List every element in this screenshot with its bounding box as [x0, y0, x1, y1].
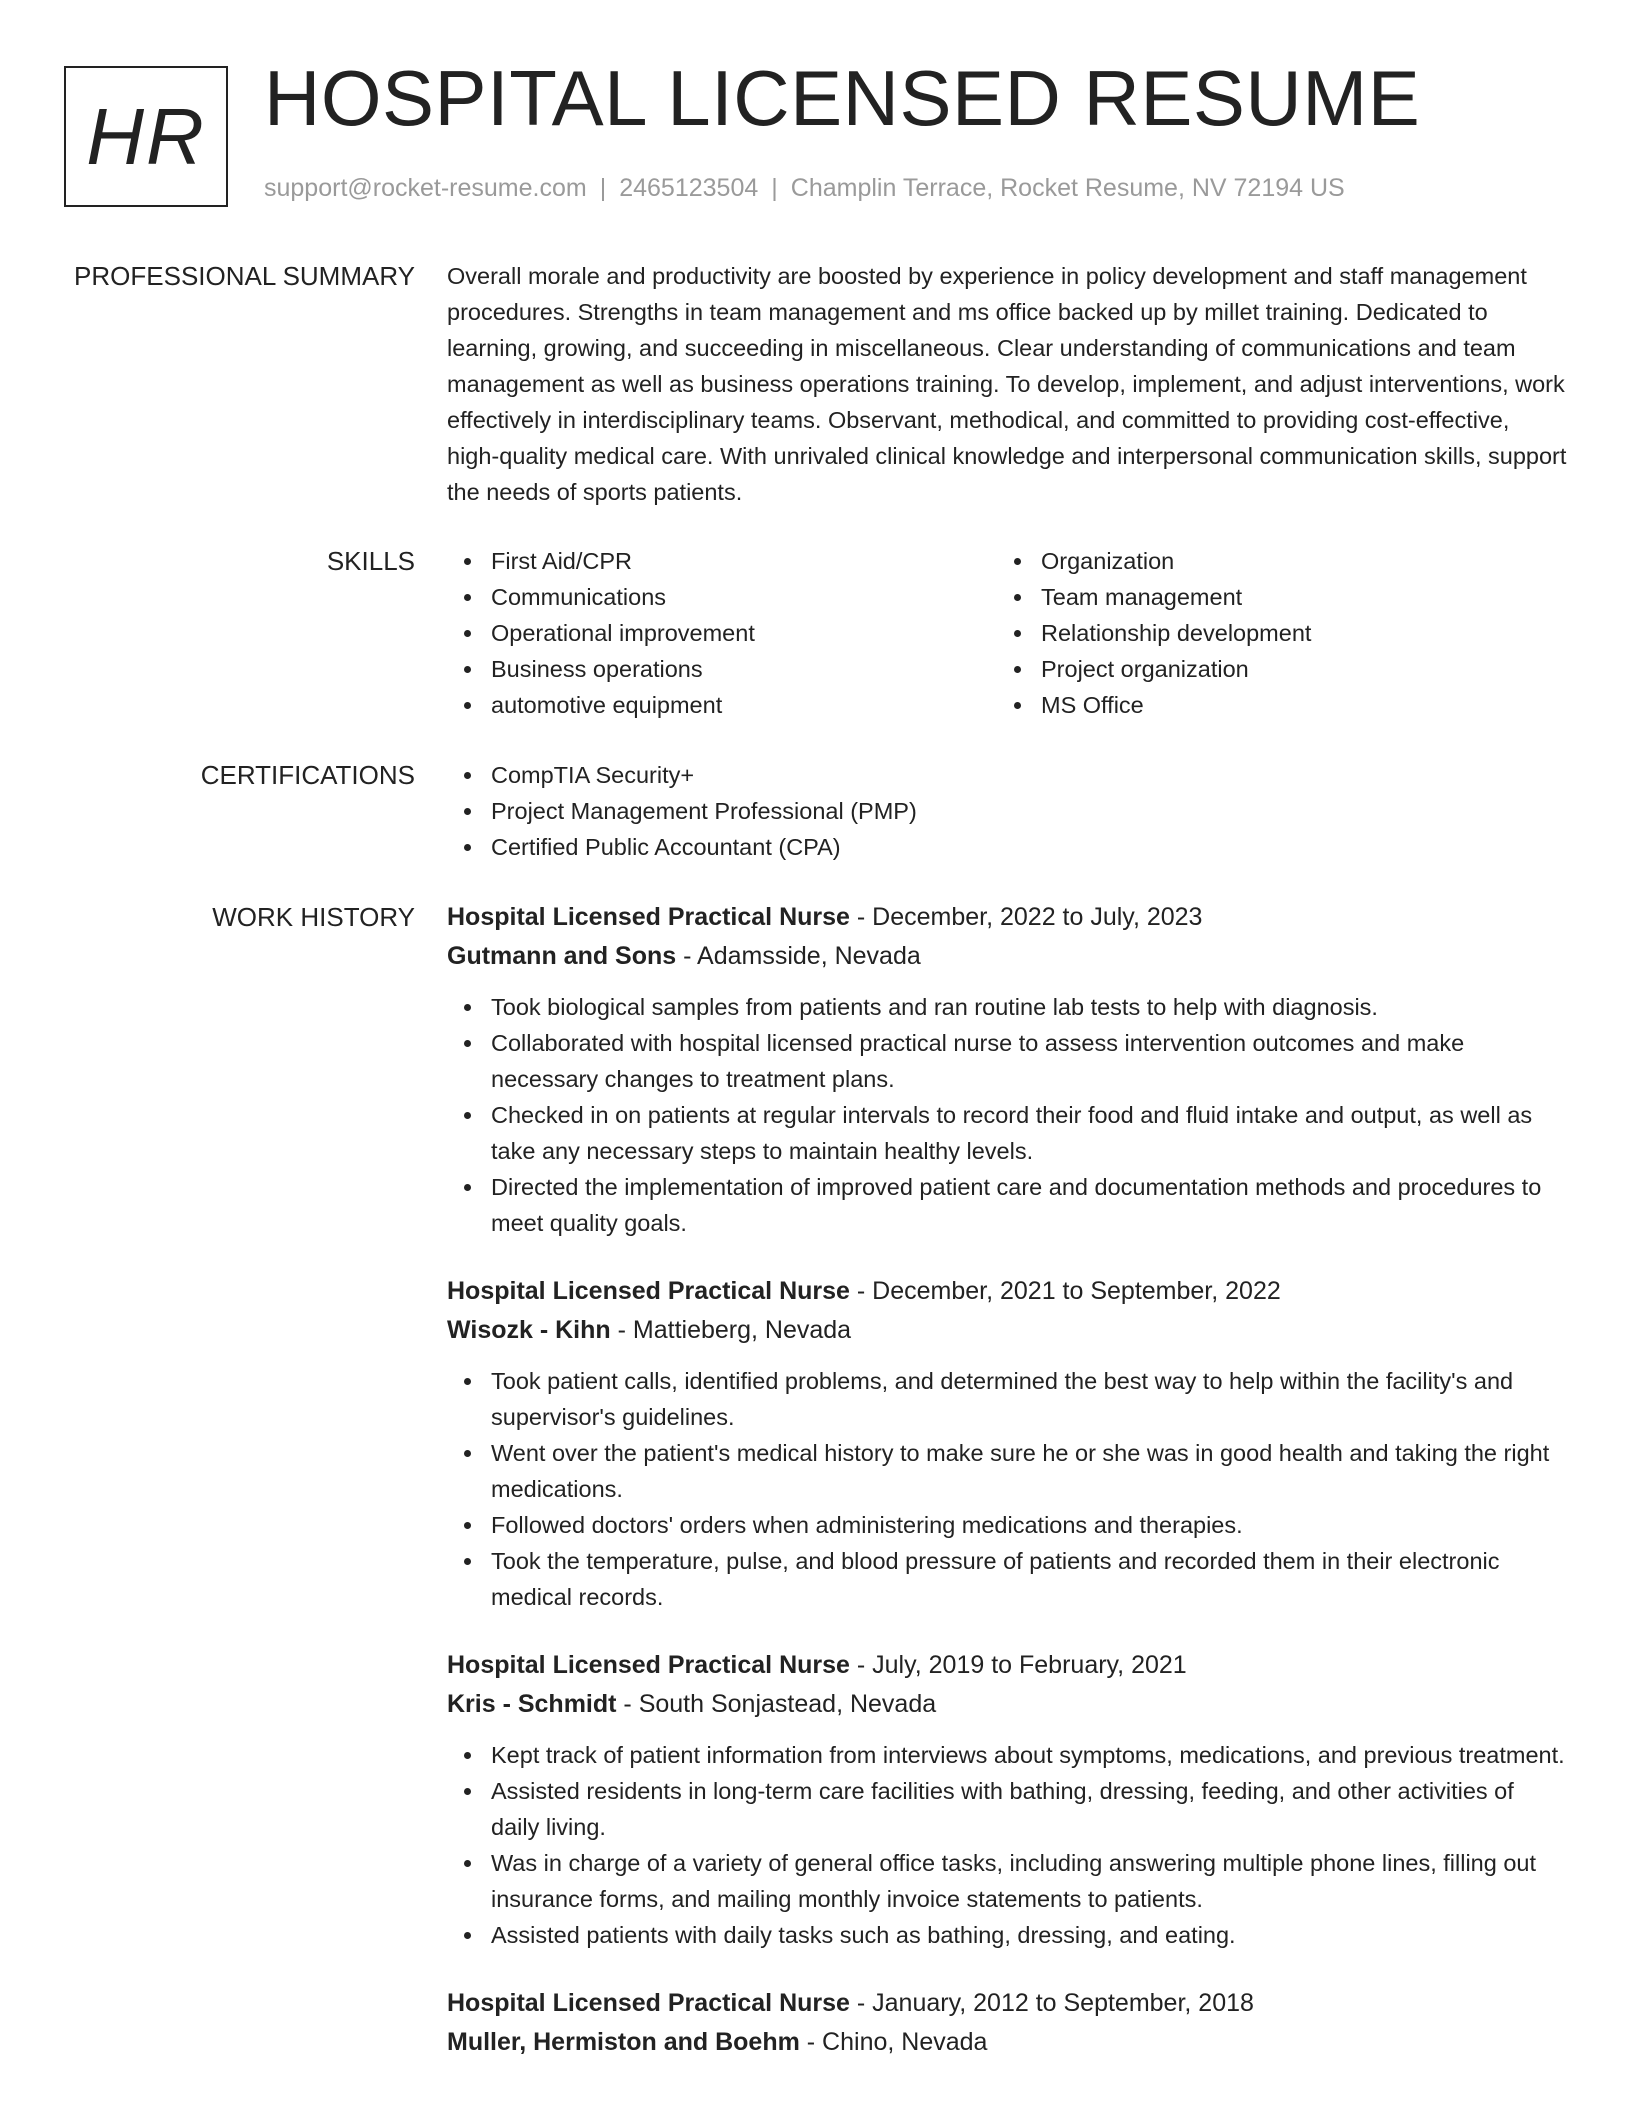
job-duty: Directed the implementation of improved patient care and documentation methods and procedures to meet quality goals.	[447, 1169, 1567, 1241]
job-location: - Adamsside, Nevada	[676, 942, 921, 970]
job-duty: Took patient calls, identified problems, and determined the best way to help within the facility's and supervisor's guidelines.	[447, 1363, 1567, 1435]
certification-item: Project Management Professional (PMP)	[447, 793, 1567, 829]
skill-item: Relationship development	[997, 615, 1547, 651]
skill-item: MS Office	[997, 687, 1547, 723]
job-duties	[447, 989, 1567, 1241]
job-title: Hospital Licensed Practical Nurse	[447, 1277, 850, 1305]
job-duty: Assisted residents in long-term care facilities with bathing, dressing, feeding, and other activities of daily living.	[447, 1773, 1567, 1845]
job-dates: - July, 2019 to February, 2021	[849, 1651, 1187, 1679]
job-header	[447, 1645, 1567, 1685]
job-company-line	[447, 937, 1567, 975]
job-header	[447, 1271, 1567, 1311]
contact-line	[264, 174, 1345, 203]
job-duties	[447, 1737, 1567, 1953]
skills-list-left	[447, 543, 997, 723]
summary-text: Overall morale and productivity are boosted by experience in policy development and staff management procedures. Strengths in team management and ms office backed up by millet training. Dedicated to learning, growing, and succeeding in miscellaneous. Clear understanding of communications and team management as well as business operations training. To develop, implement, and adjust interventions, work effectively in interdisciplinary teams. Observant, methodical, and committed to providing cost-effective, high-quality medical care. With unrivaled clinical knowledge and interpersonal communication skills, support the needs of sports patients.	[447, 263, 1567, 505]
job-company: Gutmann and Sons	[447, 942, 677, 970]
job-company: Wisozk - Kihn	[447, 1316, 611, 1344]
skill-item: Project organization	[997, 651, 1547, 687]
section-certifications	[447, 757, 1567, 865]
job-company: Muller, Hermiston and Boehm	[447, 2028, 800, 2056]
job-duty: Checked in on patients at regular intervals to record their food and fluid intake and output, as well as take any necessary steps to maintain healthy levels.	[447, 1097, 1567, 1169]
job-duty: Assisted patients with daily tasks such as bathing, dressing, and eating.	[447, 1917, 1567, 1953]
job-company-line	[447, 2023, 1567, 2061]
job-duties	[447, 1363, 1567, 1615]
job-entry	[447, 1983, 1567, 2061]
certification-item: Certified Public Accountant (CPA)	[447, 829, 1567, 865]
contact-email[interactable]: support@rocket-resume.com	[264, 174, 587, 202]
skill-item: automotive equipment	[447, 687, 997, 723]
job-title: Hospital Licensed Practical Nurse	[447, 1989, 850, 2017]
skill-item: Team management	[997, 579, 1547, 615]
job-header	[447, 1983, 1567, 2023]
job-duty: Collaborated with hospital licensed practical nurse to assess intervention outcomes and make necessary changes to treatment plans.	[447, 1025, 1567, 1097]
section-work-history	[447, 897, 1567, 2091]
job-dates: - December, 2022 to July, 2023	[849, 903, 1203, 931]
skill-item: Operational improvement	[447, 615, 997, 651]
skill-item: Communications	[447, 579, 997, 615]
job-company: Kris - Schmidt	[447, 1690, 617, 1718]
job-dates: - December, 2021 to September, 2022	[849, 1277, 1281, 1305]
job-duty: Was in charge of a variety of general office tasks, including answering multiple phone lines, filling out insurance forms, and mailing monthly invoice statements to patients.	[447, 1845, 1567, 1917]
certification-item: CompTIA Security+	[447, 757, 1567, 793]
certifications-list	[447, 757, 1567, 865]
job-entry	[447, 897, 1567, 1241]
job-duty: Took biological samples from patients and ran routine lab tests to help with diagnosis.	[447, 989, 1567, 1025]
job-entry	[447, 1645, 1567, 1953]
job-title: Hospital Licensed Practical Nurse	[447, 1651, 850, 1679]
contact-phone[interactable]: 2465123504	[619, 174, 759, 202]
skills-list-right	[997, 543, 1547, 723]
job-duty: Went over the patient's medical history to make sure he or she was in good health and taking the right medications.	[447, 1435, 1567, 1507]
section-summary	[447, 258, 1567, 510]
job-company-line	[447, 1685, 1567, 1723]
section-label-certifications: CERTIFICATIONS	[200, 760, 415, 790]
job-location: - South Sonjastead, Nevada	[616, 1690, 937, 1718]
section-skills	[447, 543, 1567, 723]
skill-item: Organization	[997, 543, 1547, 579]
contact-separator: |	[599, 174, 607, 202]
monogram-logo: HR	[64, 66, 228, 207]
job-company-line	[447, 1311, 1567, 1349]
job-entry	[447, 1271, 1567, 1615]
resume-title: HOSPITAL LICENSED RESUME	[264, 54, 1421, 142]
job-dates: - January, 2012 to September, 2018	[849, 1989, 1254, 2017]
section-label-work-history: WORK HISTORY	[212, 902, 415, 932]
section-label-summary: PROFESSIONAL SUMMARY	[74, 261, 415, 291]
contact-separator: |	[771, 174, 778, 202]
skill-item: First Aid/CPR	[447, 543, 997, 579]
job-duty: Kept track of patient information from interviews about symptoms, medications, and previous treatment.	[447, 1737, 1567, 1773]
job-header	[447, 897, 1567, 937]
job-title: Hospital Licensed Practical Nurse	[447, 903, 850, 931]
section-label-skills: SKILLS	[326, 546, 415, 576]
job-duty: Followed doctors' orders when administering medications and therapies.	[447, 1507, 1567, 1543]
job-duty: Took the temperature, pulse, and blood pressure of patients and recorded them in their electronic medical records.	[447, 1543, 1567, 1615]
job-location: - Chino, Nevada	[799, 2028, 988, 2056]
skill-item: Business operations	[447, 651, 997, 687]
contact-address: Champlin Terrace, Rocket Resume, NV 72194 US	[790, 174, 1345, 202]
job-location: - Mattieberg, Nevada	[610, 1316, 852, 1344]
